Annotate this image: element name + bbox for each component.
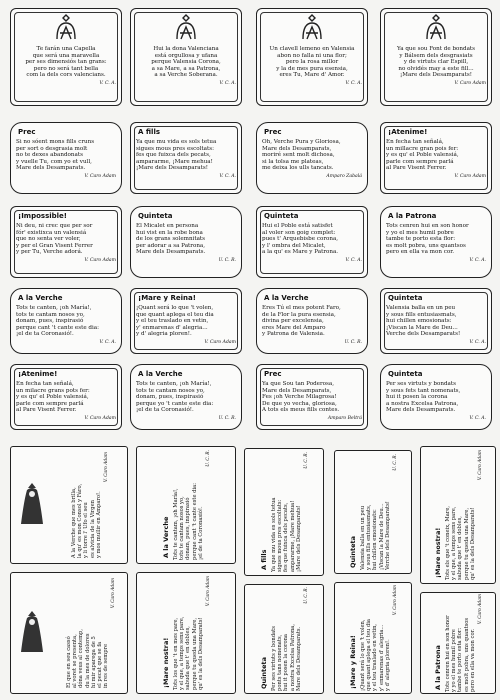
verse-text: Per ses virtuts y bondats ponts tans nomenats, hui it posen la corona a nostra Excelsa Patrona, Mare dels Desamparats. — [270, 623, 302, 691]
verse-text: Ya que mu vida es sols tetua sigues mous pres escoltats: fes que fuixca dels pecats, ampararme, ¡Mare mehua! ¡Mare dels Desamparats! — [270, 497, 302, 572]
verse-text: Tots los que 't en mes pare, y el que, a temps sens pare, sabuda que t' en dobles, perque tu queda una Mare, qu' es la dels Desamparats! — [172, 616, 204, 690]
verse-signature: Amparo Beltrá — [327, 415, 362, 421]
verse-text: Hui el Poble está satisfet al voler son goig complet: pues t' Arquebisbe corona, y l' ombra del Micalet, a la qu' es Mare y Patrona. — [262, 223, 339, 256]
verse-signature: V. C. A. — [219, 80, 236, 86]
vertical-card-8 — [244, 584, 324, 694]
verse-signature: V. C. A. — [219, 173, 236, 179]
verse-signature: V. Caro Adam — [478, 450, 484, 481]
verse-heading: A la Patrona — [433, 645, 442, 690]
virgin-figure-icon — [19, 609, 45, 655]
verse-heading: Quinteta — [388, 370, 423, 378]
verse-card-6 — [130, 122, 242, 194]
verse-text: A la Verche que mes brilla, la qu' es mon Consol y Fáro, y li torre l' Ufo el seu es alvicia de la Virgen y mos mullir en Amparo!. — [71, 483, 103, 558]
verse-text: En fecha tan señalá, un milacre grans pots fer: y es qu' el Poble valensiá, parle com sempre parlá al Pare Visent Ferrer. — [16, 381, 90, 414]
verse-heading: Prec — [264, 128, 282, 136]
verse-card-4 — [380, 8, 492, 106]
verse-heading: ¡Atenime! — [388, 128, 428, 136]
verse-heading: Quinteta — [388, 294, 423, 302]
verse-card-16 — [380, 288, 492, 354]
verse-text: Ya que sou Font de bondats y Bálsem dels desgrasiats y de virtuts clar Espill, no olvidés may a este fill... ¡Mare dels Desamparats! — [396, 46, 476, 79]
verse-card-13 — [10, 288, 122, 354]
verse-signature: U. C. R. — [218, 415, 236, 421]
verse-signature: Amparo Zabalá — [326, 173, 362, 179]
verse-heading: ¡Mare nostra! — [433, 527, 442, 578]
verse-text: Un clavell lemeno en Valensia abon no falla ni una flor; pero la rosa millor y la de mes pura esensia, eres Tu, Mare d' Amor. — [269, 46, 355, 79]
verse-text: En fecha tan señalá, un millacre gran pois fer: y es qu' el Poble valensiá, parle com sempre parlá al Pare Visent Ferrer. — [386, 139, 459, 172]
verse-text: Oh, Verche Pura y Gloriosa, Mare dels Desamparats, moriré sent molt dichosa, si la tolsa me plateas, me deixa los ulls tancats. — [262, 139, 341, 172]
vertical-card-10 — [420, 592, 496, 694]
verse-signature: U. C. R. — [344, 339, 362, 345]
verse-signature: V. Caro Adam — [104, 452, 110, 483]
verse-card-12 — [380, 206, 492, 278]
verse-signature: V. Caro Adam — [206, 576, 212, 607]
verse-card-3 — [256, 8, 368, 106]
verse-heading: A la Verche — [18, 294, 63, 302]
verse-heading: Quinteta — [348, 535, 357, 568]
verse-heading: ¡Mare nostra! — [161, 637, 170, 688]
verse-card-9 — [10, 206, 122, 278]
verse-text: Tots te cantam, ¡oh María!, tots te cantam nosos yo, donam, pues, inspirasió perque cant 't cante este dia: ¡el de ta Coronasió!. — [172, 483, 204, 560]
verse-signature: U. C. R. — [304, 452, 310, 469]
verse-text: Ni deu, ni crec que per sor fór' existixca un valensiá que no senta ver voler, y per el Gran Visent Ferrer y per Tu, Verche adorá. — [16, 223, 93, 256]
verse-signature: V. C. A. — [469, 415, 486, 421]
verse-text: Per ses virtuts y bondats y sous fets tant nomenats, hui it posen la corona a nostra Excelsa Patrona, Mare dels Desamparats. — [386, 381, 461, 414]
verse-heading: Prec — [264, 370, 282, 378]
marian-monogram-icon — [297, 13, 327, 43]
verse-heading: ¡Atenime! — [18, 370, 58, 378]
verse-text: Te farán una Capella que será una maravella per ses dimensiós tan grans: pero no será tant bella com la dels cors valencians. — [25, 46, 107, 79]
verse-heading: A la Verche — [161, 516, 170, 558]
vertical-card-3 — [244, 448, 324, 576]
verse-signature: V. Caro Adam — [393, 585, 399, 616]
verse-card-15 — [256, 288, 368, 354]
virgin-figure-icon — [19, 481, 45, 527]
verse-card-20 — [380, 364, 492, 430]
verse-text: El Micalet en persona hui vist en la robe bona de los grans solemnitats per adorar a sa Patrona, Mare dels Desamparats. — [136, 223, 206, 256]
verse-heading: A la Verche — [138, 370, 183, 378]
verse-text: ¡Quant será lo que 't volen, que quant aplega el teu dia y el teu traslado en vetin, y' enmarenas d' alegria... y d' alegria ploren!. — [136, 305, 214, 338]
marian-monogram-icon — [171, 13, 201, 43]
verse-text: Tots te canten, ¡oh María!, tots te cantam nosos yo, donam, pues, inspirasió perque cant 't cante este dia: ¡el de ta Coronasió!. — [16, 305, 100, 338]
verse-text: Hui la dona Valenciana está orgullosa y ufana perque Valensia Corona, a sa Mare, a sa Patrona, a sa Verche Soberana. — [151, 46, 221, 79]
vertical-card-1 — [10, 446, 128, 564]
verse-card-7 — [256, 122, 368, 194]
verse-heading: Quinteta — [138, 212, 173, 220]
verse-heading: Prec — [18, 128, 36, 136]
verse-signature: V. C. A. — [99, 80, 116, 86]
verse-signature: U. C. R. — [206, 450, 212, 467]
verse-signature: V. C. A. — [345, 80, 362, 86]
verse-text: Si no sóent mons fills cruns per sort o desgrasia molt no te dexes abandonats y vuelle Tu, com yo et vull, Mare dels Desamparats. — [16, 139, 95, 172]
marian-monogram-icon — [51, 13, 81, 43]
verse-signature: U. C. R. — [304, 587, 310, 604]
verse-text: Ya que mu vida es sols tetua sigues mous pres escoltats: fes que fuixca dels pecats, ampararme, ¡Mare mehua! ¡Mare dels Desamparats! — [136, 139, 217, 172]
verse-signature: V. Caro Adam — [111, 578, 117, 609]
verse-text: ¡Quant será lo que 't volen, que quant aplega el teu dia y el teu traslado en vetin, y' enmarenas d' alegria... y d' alegria ploren!. — [359, 618, 391, 691]
verse-card-11 — [256, 206, 368, 278]
verse-card-2 — [130, 8, 242, 106]
verse-text: Tots cenren hui en son honor y yo el mes humil pobre tambe te porto esta flor: es molt pobra, uns quantsos pero en ella va mon cor. — [386, 223, 469, 256]
verse-heading: A fills — [138, 128, 161, 136]
verse-signature: V. Caro Adam — [84, 415, 116, 421]
verse-heading: ¡Impossible! — [18, 212, 67, 220]
verse-heading: Quinteta — [264, 212, 299, 220]
marian-monogram-icon — [421, 13, 451, 43]
verse-signature: V. C. A. — [345, 257, 362, 263]
verse-heading: A fills — [259, 549, 268, 570]
verse-signature: V. Caro Adam — [454, 80, 486, 86]
verse-card-17 — [10, 364, 122, 430]
verse-signature: V. Caro Adam — [454, 173, 486, 179]
vertical-card-5 — [420, 446, 496, 584]
verse-card-14 — [130, 288, 242, 354]
vertical-card-2 — [136, 446, 236, 564]
vertical-card-6 — [10, 572, 128, 694]
verse-signature: V. Caro Adam — [84, 257, 116, 263]
verse-card-8 — [380, 122, 492, 194]
verse-text: Eres Tú el mes potent Faro, de la Flor la pura esensia, divina per excelensia, eres Mare del Amparo y Patrona de Valensia. — [262, 305, 341, 338]
vertical-card-4 — [334, 450, 412, 574]
verse-signature: U. C. R. — [218, 257, 236, 263]
verse-heading: ¡Mare y Reina! — [348, 635, 357, 689]
verse-signature: U. C. R. — [393, 454, 399, 471]
verse-text: Ya que Sou tan Poderosa, Mare dels Desamparats, Fes ¡oh Verche Milagrosa! De que yo vecha, gloriosa, A tots els meus fills contes. — [262, 381, 340, 414]
verse-heading: ¡Mare y Reina! — [138, 294, 196, 302]
verse-text: El que en seu cassó al voret se presenta, dóna veus al contemp, du la mes de dolores hi mir aparega de 5 el pecat que se fa in res de sempre — [65, 629, 110, 688]
vertical-card-9 — [334, 582, 412, 694]
verse-card-18 — [130, 364, 242, 430]
verse-text: Valensia balla en un peu y sous fills entusiasmats, hui chillen emosionats: ¡Viscan la Mare de Deu... Verche dels Desamparats! — [386, 305, 461, 338]
verse-heading: A la Verche — [264, 294, 309, 302]
verse-heading: Quinteta — [259, 656, 268, 689]
verse-card-5 — [10, 122, 122, 194]
verse-card-19 — [256, 364, 368, 430]
verse-card-10 — [130, 206, 242, 278]
verse-signature: V. C. A. — [469, 257, 486, 263]
verse-text: Tots els que 't coneix, Mare, y el que, a temps sens pare, sabuda que t' en dobles, perque tu queda una Mare, qu' es la dels Desamparats! — [444, 505, 476, 580]
verse-signature: V. Caro Adam — [478, 594, 484, 625]
vertical-card-7 — [136, 572, 236, 694]
verse-text: Valensia balla en un peu y sous fills entusiasmats, hui chillen emosionats: ¡Viscan la Mare de Deu... Verche dels Desamparats! — [359, 501, 391, 570]
verse-text: Tots cenren hui en son honor y yo el mes humil pobre tambe te porto esta flor: es molt pobra, uns quantsos pero en ella va mon cor. — [444, 615, 476, 692]
verse-card-1 — [10, 8, 122, 106]
verse-signature: V. Caro Adam — [204, 339, 236, 345]
verse-signature: V. C. A. — [99, 339, 116, 345]
verse-text: Tots te canten, ¡oh María!, tots te cantam nosos yo, donam, pues, inspirasió perque yo 't cante este dia: ¡el de ta Coronasió!. — [136, 381, 214, 414]
verse-signature: V. Caro Adam — [84, 173, 116, 179]
verse-heading: A la Patrona — [388, 212, 437, 220]
verse-signature: V. C. A. — [469, 339, 486, 345]
